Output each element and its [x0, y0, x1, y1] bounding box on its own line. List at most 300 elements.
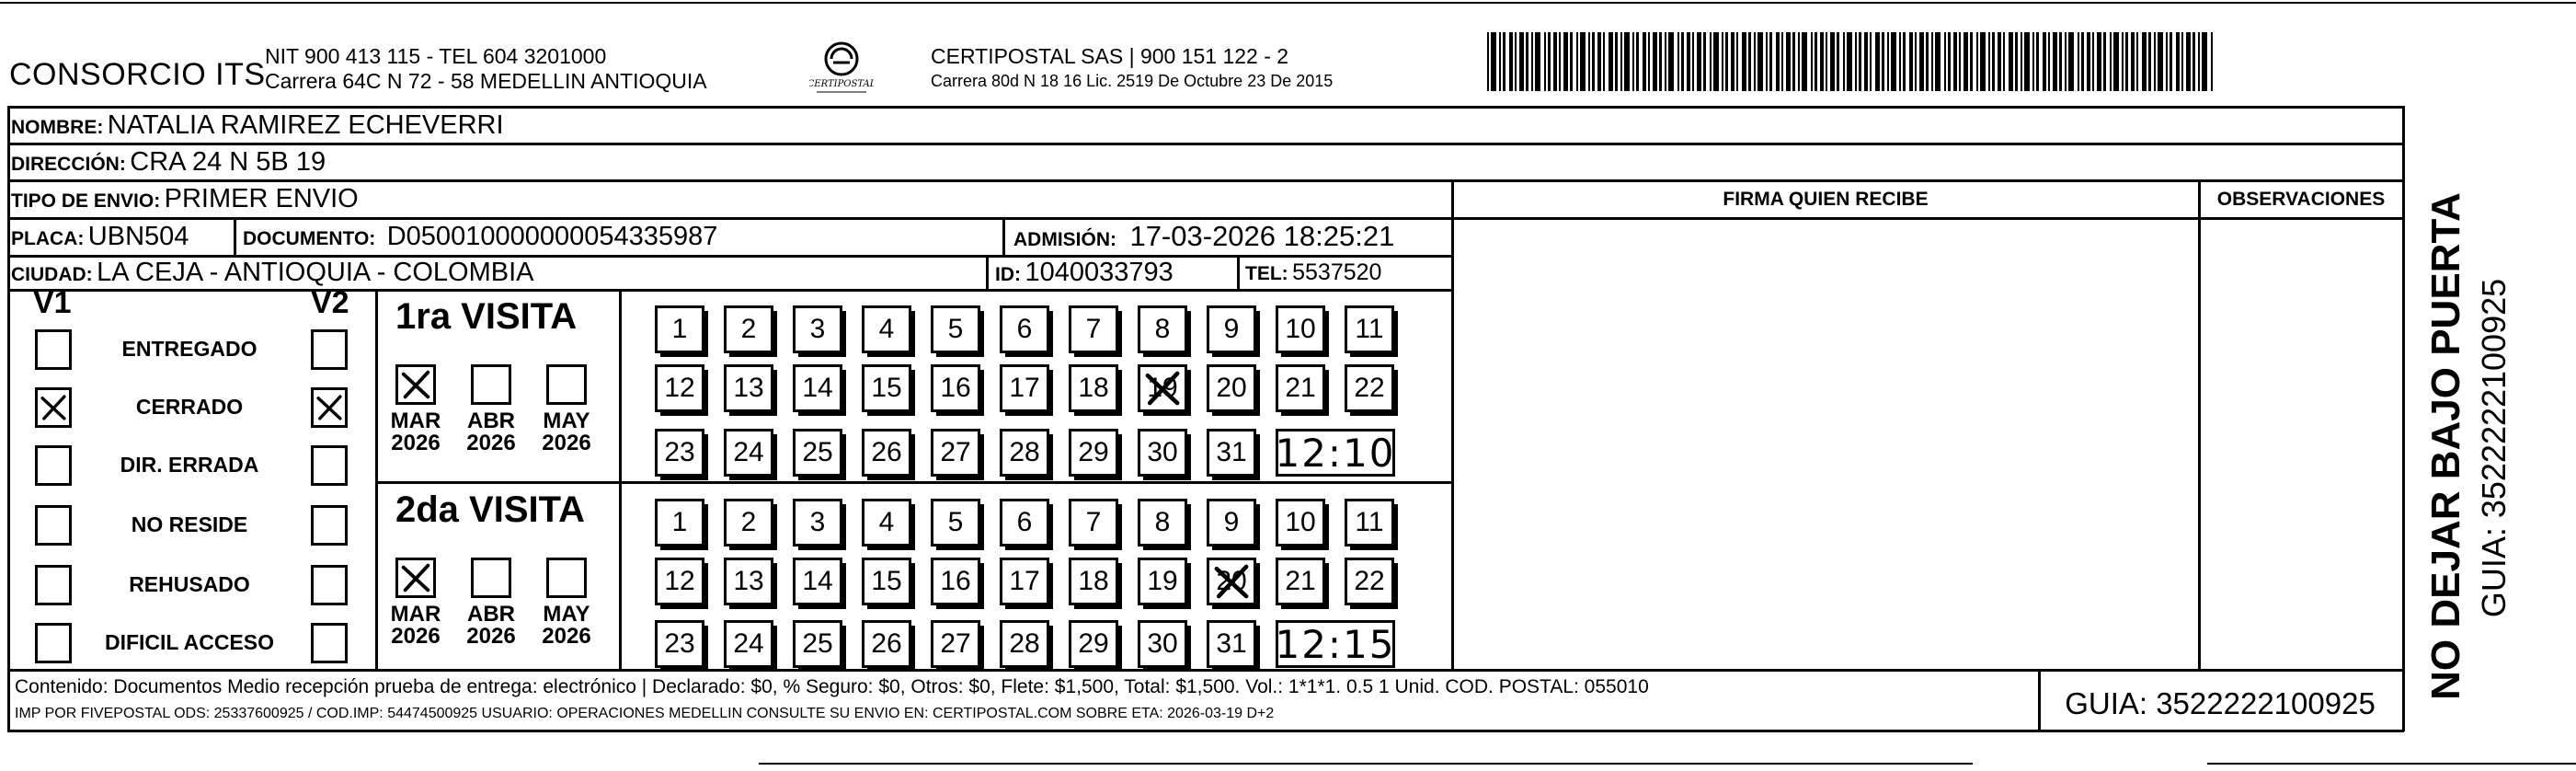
day-number: 7 [1085, 507, 1102, 537]
barcode-bar [1592, 32, 1595, 91]
v1-checkbox[interactable] [35, 623, 72, 663]
barcode-bar [2211, 32, 2213, 91]
condition-label: DIR. ERRADA [120, 453, 259, 477]
barcode-bar [1988, 32, 1990, 91]
day-box[interactable] [862, 364, 911, 412]
footer-imp: IMP POR FIVEPOSTAL ODS: 25337600925 / COD.IMP: 54474500925 USUARIO: OPERACIONES MEDELLIN CONSULTE SU ENVIO EN: CERTIPOSTAL.COM SOBRE ETA: 2026-03-19 D+2 [15, 706, 1275, 721]
direccion-row [11, 144, 326, 179]
month-year: 2026 [391, 624, 441, 649]
barcode-bar [2113, 32, 2119, 91]
month-checkbox[interactable] [395, 364, 436, 405]
month-name: MAY [543, 602, 590, 627]
barcode-bar [2043, 32, 2046, 91]
tipo-envio-value: PRIMER ENVIO [164, 184, 359, 213]
barcode-bar [1697, 32, 1701, 91]
barcode-bar [2059, 32, 2062, 91]
id-label: ID: [995, 264, 1021, 285]
day-box[interactable] [655, 305, 704, 353]
placa-cell [11, 219, 189, 254]
firma-header: FIRMA QUIEN RECIBE [1723, 189, 1929, 210]
month-checkbox[interactable] [471, 364, 511, 405]
barcode-bar [2092, 32, 2094, 91]
check-mark-icon [38, 390, 69, 425]
day-number: 20 [1216, 566, 1247, 596]
day-box[interactable] [931, 620, 980, 668]
day-box[interactable] [655, 429, 704, 477]
ciudad-label: CIUDAD: [11, 264, 93, 285]
day-number: 16 [940, 373, 971, 403]
day-number: 6 [1016, 314, 1033, 344]
day-number: 9 [1223, 314, 1240, 344]
barcode-bar [1963, 32, 1968, 91]
day-number: 28 [1009, 437, 1040, 467]
barcode-bar [1742, 32, 1746, 91]
barcode-bar [1487, 32, 1489, 91]
admision-label: ADMISIÓN: [1013, 229, 1116, 250]
tear-line [759, 763, 1973, 765]
id-value: 1040033793 [1025, 258, 1174, 287]
barcode-bar [1792, 32, 1795, 91]
barcode-bar [1713, 32, 1719, 91]
day-number: 23 [664, 628, 695, 659]
barcode-bar [2154, 32, 2156, 91]
day-box[interactable] [862, 305, 911, 353]
barcode-bar [2136, 32, 2138, 91]
barcode-bar [1820, 32, 1824, 91]
day-box[interactable] [1276, 499, 1325, 547]
barcode-bar [2065, 32, 2067, 91]
barcode-bar [1875, 32, 1880, 91]
day-number: 11 [1355, 314, 1384, 344]
documento-value: D050010000000054335987 [386, 222, 718, 251]
barcode-bar [2032, 32, 2034, 91]
barcode-bar [1811, 32, 1813, 91]
month-checkbox[interactable] [546, 558, 587, 598]
day-number: 21 [1285, 373, 1316, 403]
month-label [460, 604, 522, 648]
v2-checkbox[interactable] [311, 445, 348, 486]
barcode-bar [1847, 32, 1852, 91]
month-checkbox[interactable] [471, 558, 511, 598]
day-number: 13 [733, 373, 764, 403]
month-year: 2026 [391, 431, 441, 455]
barcode-bar [2181, 32, 2183, 91]
day-box[interactable] [1207, 620, 1256, 668]
day-box[interactable] [1138, 429, 1187, 477]
day-box[interactable] [1069, 429, 1118, 477]
handwritten-time: 12:15 [1275, 621, 1396, 667]
barcode-bar [1959, 32, 1961, 91]
day-box[interactable] [1138, 558, 1187, 605]
day-box[interactable] [724, 499, 773, 547]
day-number: 10 [1285, 507, 1316, 537]
day-box[interactable] [931, 364, 980, 412]
tel-value: 5537520 [1292, 259, 1382, 285]
barcode-bar [2142, 32, 2147, 91]
barcode-bar [2053, 32, 2057, 91]
barcode-bar [2192, 32, 2195, 91]
day-number: 30 [1147, 437, 1178, 467]
day-box[interactable] [1207, 305, 1256, 353]
tipo-envio-row [11, 181, 359, 216]
day-box[interactable] [862, 499, 911, 547]
month-year: 2026 [466, 431, 516, 455]
check-mark-icon [398, 560, 433, 595]
day-box[interactable] [793, 499, 842, 547]
month-label [384, 410, 447, 455]
barcode-bar [1731, 32, 1735, 91]
day-box[interactable] [1345, 364, 1394, 412]
row-line-2 [7, 179, 2404, 182]
barcode-bar [1603, 32, 1605, 91]
day-box[interactable] [655, 558, 704, 605]
observaciones-header: OBSERVACIONES [2216, 189, 2386, 210]
check-mark-icon [398, 367, 433, 402]
tel-cell [1245, 255, 1381, 290]
v1-checkbox[interactable] [35, 387, 72, 428]
barcode-bar [1687, 32, 1690, 91]
barcode-bar [2024, 32, 2030, 91]
barcode-bar [1563, 32, 1568, 91]
v2-checkbox[interactable] [311, 329, 348, 370]
barcode-bar [1597, 32, 1601, 91]
month-checkbox[interactable] [546, 364, 587, 405]
day-number: 11 [1355, 507, 1384, 537]
day-box[interactable] [1138, 499, 1187, 547]
day-box[interactable] [793, 305, 842, 353]
documento-label: DOCUMENTO: [243, 228, 376, 249]
condition-label: REHUSADO [129, 572, 250, 596]
day-number: 24 [733, 628, 764, 659]
barcode-bar [1509, 32, 1513, 91]
barcode-bar [1692, 32, 1694, 91]
v1-checkbox[interactable] [35, 445, 72, 486]
v1-checkbox[interactable] [35, 329, 72, 370]
ciudad-id-divider [986, 255, 989, 289]
day-box[interactable] [724, 558, 773, 605]
day-box[interactable] [1000, 429, 1049, 477]
carrier-name: CERTIPOSTAL SAS | 900 151 122 - 2 [931, 44, 1289, 68]
placa-label: PLACA: [11, 228, 85, 249]
day-box[interactable] [1000, 558, 1049, 605]
barcode-bar [1786, 32, 1791, 91]
day-number: 8 [1154, 507, 1171, 537]
doc-adm-divider [1002, 217, 1005, 255]
day-number: 15 [871, 373, 902, 403]
v1-label: V1 [33, 285, 72, 320]
barcode-bar [1935, 32, 1941, 91]
day-number: 30 [1147, 628, 1178, 659]
day-box[interactable] [724, 305, 773, 353]
day-number: 6 [1016, 507, 1033, 537]
day-box[interactable] [1000, 499, 1049, 547]
day-box[interactable] [931, 429, 980, 477]
barcode-bar [1887, 32, 1889, 91]
day-box[interactable] [1276, 305, 1325, 353]
placa-doc-divider [234, 217, 236, 255]
barcode-bar [1826, 32, 1827, 91]
day-number: 29 [1078, 628, 1109, 659]
tel-label: TEL: [1245, 263, 1288, 284]
barcode-bar [1722, 32, 1723, 91]
day-box[interactable] [724, 364, 773, 412]
day-number: 14 [802, 566, 833, 596]
barcode-bar [1648, 32, 1650, 91]
day-box[interactable] [793, 364, 842, 412]
barcode-bar [1677, 32, 1679, 91]
month-checkbox[interactable] [395, 558, 436, 598]
barcode-bar [1776, 32, 1780, 91]
day-box[interactable] [1276, 364, 1325, 412]
day-box[interactable] [1000, 620, 1049, 668]
barcode-bar [1624, 32, 1630, 91]
barcode-bar [2125, 32, 2128, 91]
day-number: 27 [940, 437, 971, 467]
direccion-value: CRA 24 N 5B 19 [130, 147, 326, 177]
v1-checkbox[interactable] [35, 565, 72, 605]
day-box[interactable] [931, 499, 980, 547]
v1-checkbox[interactable] [35, 505, 72, 546]
day-number: 12 [664, 373, 695, 403]
day-number: 2 [740, 314, 757, 344]
month-name: MAR [390, 409, 441, 433]
day-box[interactable] [1138, 305, 1187, 353]
barcode-bar [2103, 32, 2106, 91]
day-box[interactable] [1069, 558, 1118, 605]
day-number: 14 [802, 373, 833, 403]
barcode-bar [1953, 32, 1957, 91]
barcode-bar [2097, 32, 2101, 91]
day-box[interactable] [1345, 499, 1394, 547]
day-box[interactable] [862, 429, 911, 477]
day-box[interactable] [724, 429, 773, 477]
placa-value: UBN504 [87, 222, 189, 251]
form-left-line [7, 106, 10, 731]
barcode-bar [1736, 32, 1738, 91]
barcode-bar [1588, 32, 1590, 91]
barcode-bar [1837, 32, 1839, 91]
month-label [460, 410, 522, 455]
time-box[interactable] [1276, 620, 1395, 668]
barcode-bar [1754, 32, 1756, 91]
day-box[interactable] [1345, 305, 1394, 353]
barcode-bar [1757, 32, 1763, 91]
day-number: 18 [1078, 566, 1109, 596]
day-number: 12 [664, 566, 695, 596]
day-box[interactable] [1000, 305, 1049, 353]
day-number: 17 [1009, 373, 1040, 403]
barcode-bar [1931, 32, 1933, 91]
day-box[interactable] [931, 558, 980, 605]
barcode-bar [1919, 32, 1924, 91]
day-number: 21 [1285, 566, 1316, 596]
barcode-bar [2015, 32, 2018, 91]
day-box[interactable] [1207, 429, 1256, 477]
day-box[interactable] [655, 499, 704, 547]
barcode-bar [1544, 32, 1546, 91]
condition-label: CERRADO [135, 395, 244, 419]
day-box[interactable] [1069, 364, 1118, 412]
barcode-bar [1643, 32, 1646, 91]
obs-left-line [2198, 179, 2201, 670]
day-box[interactable] [724, 620, 773, 668]
row-line-1 [7, 143, 2404, 145]
barcode-bar [1632, 32, 1634, 91]
condition-label: ENTREGADO [121, 337, 258, 361]
day-box[interactable] [793, 558, 842, 605]
barcode-bar [2110, 32, 2112, 91]
day-box[interactable] [1207, 558, 1256, 605]
condition-label: NO RESIDE [131, 512, 248, 536]
tear-line-right [2207, 763, 2576, 765]
day-number: 17 [1009, 566, 1040, 596]
barcode-bar [1636, 32, 1639, 91]
barcode-bar [1909, 32, 1913, 91]
nombre-label: NOMBRE: [11, 117, 104, 138]
barcode-bar [1830, 32, 1835, 91]
barcode-bar [1859, 32, 1861, 91]
day-number: 4 [878, 507, 895, 537]
day-box[interactable] [1138, 364, 1187, 412]
day-box[interactable] [793, 429, 842, 477]
day-box[interactable] [1345, 558, 1394, 605]
documento-cell [243, 219, 717, 254]
barcode-bar [1531, 32, 1533, 91]
day-mark-icon [1209, 560, 1254, 603]
day-number: 22 [1354, 373, 1385, 403]
barcode-bar [1992, 32, 1995, 91]
day-box[interactable] [1138, 620, 1187, 668]
month-name: MAY [543, 409, 590, 433]
v2-checkbox[interactable] [311, 623, 348, 663]
time-box[interactable] [1276, 429, 1395, 477]
day-box[interactable] [1069, 620, 1118, 668]
month-name: ABR [467, 602, 515, 627]
v2-checkbox[interactable] [311, 505, 348, 546]
cond-visit-divider [375, 289, 378, 670]
month-year: 2026 [542, 624, 591, 649]
barcode-bar [1609, 32, 1613, 91]
ciudad-cell [11, 255, 534, 290]
logo-wordmark: CERTIPOSTAL [809, 79, 874, 89]
barcode-bar [1948, 32, 1951, 91]
admision-value: 17-03-2026 18:25:21 [1129, 220, 1395, 252]
day-box[interactable] [931, 305, 980, 353]
handwritten-time: 12:10 [1275, 430, 1396, 476]
day-box[interactable] [655, 620, 704, 668]
first-visit-title: 1ra VISITA [395, 296, 578, 337]
barcode-bar [1843, 32, 1845, 91]
day-box[interactable] [793, 620, 842, 668]
day-number: 3 [809, 314, 826, 344]
day-box[interactable] [655, 364, 704, 412]
form-right-line [2402, 106, 2405, 731]
barcode-bar [1620, 32, 1622, 91]
barcode-bar [1553, 32, 1557, 91]
day-number: 8 [1154, 314, 1171, 344]
barcode-bar [1882, 32, 1884, 91]
day-number: 18 [1078, 373, 1109, 403]
barcode-bar [1535, 32, 1540, 91]
barcode-bar [2087, 32, 2090, 91]
barcode-bar [1970, 32, 1973, 91]
day-box[interactable] [1207, 364, 1256, 412]
barcode-bar [2131, 32, 2135, 91]
barcode-bar [2148, 32, 2151, 91]
barcode-bar [1855, 32, 1857, 91]
barcode-bar [1725, 32, 1728, 91]
barcode-bar [1781, 32, 1783, 91]
day-box[interactable] [862, 620, 911, 668]
form-bottom-line [7, 669, 2404, 672]
barcode-bar [2003, 32, 2005, 91]
day-number: 19 [1147, 373, 1178, 403]
barcode-bar [1748, 32, 1751, 91]
day-number: 5 [947, 314, 964, 344]
v2-checkbox[interactable] [311, 565, 348, 605]
month-label [535, 604, 598, 648]
day-number: 5 [947, 507, 964, 537]
day-box[interactable] [1069, 305, 1118, 353]
barcode-bar [1864, 32, 1868, 91]
admision-cell [1013, 219, 1394, 254]
day-number: 25 [802, 628, 833, 659]
barcode-bar [1491, 32, 1496, 91]
id-tel-divider [1237, 255, 1240, 289]
direccion-label: DIRECCIÓN: [11, 154, 126, 175]
month-label [535, 410, 598, 455]
check-mark-icon [314, 390, 345, 425]
day-box[interactable] [862, 558, 911, 605]
v2-label: V2 [311, 285, 349, 320]
barcode-bar [2158, 32, 2163, 91]
day-number: 28 [1009, 628, 1040, 659]
barcode-bar [2166, 32, 2168, 91]
barcode-bar [1519, 32, 1524, 91]
v2-checkbox[interactable] [311, 387, 348, 428]
day-number: 3 [809, 507, 826, 537]
day-box[interactable] [1069, 499, 1118, 547]
day-number: 7 [1085, 314, 1102, 344]
barcode-bar [1798, 32, 1800, 91]
side-warning: NO DEJAR BAJO PUERTA [2423, 192, 2468, 700]
barcode-bar [2021, 32, 2022, 91]
day-box[interactable] [1000, 364, 1049, 412]
id-cell [995, 255, 1174, 290]
day-number: 1 [671, 507, 688, 537]
day-number: 1 [671, 314, 688, 344]
certipostal-logo [809, 39, 874, 98]
day-number: 31 [1216, 437, 1247, 467]
month-year: 2026 [466, 624, 516, 649]
barcode-bar [2048, 32, 2050, 91]
barcode-bar [1559, 32, 1561, 91]
day-number: 25 [802, 437, 833, 467]
barcode-bar [1891, 32, 1896, 91]
barcode-bar [2202, 32, 2207, 91]
barcode-bar [2009, 32, 2013, 91]
day-number: 23 [664, 437, 695, 467]
day-number: 24 [733, 437, 764, 467]
barcode-bar [1703, 32, 1706, 91]
barcode-bar [1710, 32, 1712, 91]
day-box[interactable] [1207, 499, 1256, 547]
barcode [1487, 32, 2218, 91]
day-box[interactable] [1276, 558, 1325, 605]
barcode-bar [1668, 32, 1674, 91]
barcode-bar [1766, 32, 1768, 91]
company-name: CONSORCIO ITS [9, 57, 266, 92]
